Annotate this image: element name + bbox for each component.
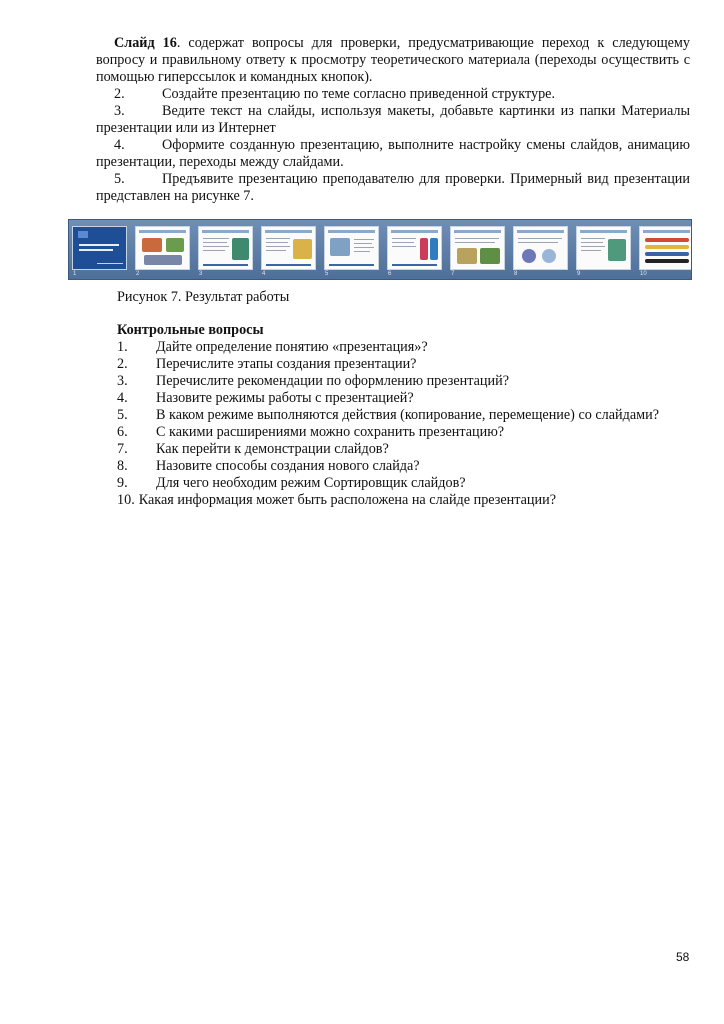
list-item [117, 424, 707, 441]
question-text: С какими расширениями можно сохранить презентацию? [156, 424, 505, 440]
question-number: 10. [117, 492, 135, 508]
step-number: 4. [114, 137, 125, 153]
slide-number: 3 [199, 271, 203, 277]
question-text: В каком режиме выполняются действия (копирование, перемещение) со слайдами? [156, 407, 660, 423]
slide-number: 8 [514, 271, 518, 277]
slide-label: Слайд 16 [114, 35, 177, 51]
slide-number: 9 [577, 271, 581, 277]
page-number: 58 [676, 950, 690, 964]
slide-thumbnail [261, 226, 316, 270]
slide-thumbnail [324, 226, 379, 270]
step-number: 2. [114, 86, 125, 102]
list-item [117, 356, 707, 373]
step-text: Ведите текст на слайды, используя макеты, добавьте картинки из папки Материалы презентации или из Интернет [96, 103, 690, 136]
questions-heading: Контрольные вопросы [117, 322, 264, 338]
slide-thumbnail [198, 226, 253, 270]
question-text: Дайте определение понятию «презентация»? [156, 339, 428, 355]
question-text: Перечислите этапы создания презентации? [156, 356, 417, 372]
list-item [117, 458, 707, 475]
step-paragraph [96, 86, 690, 103]
slide-number: 7 [451, 271, 455, 277]
list-item [117, 373, 707, 390]
slide-number: 10 [640, 271, 647, 277]
list-item [117, 390, 707, 407]
slide-thumbnail [387, 226, 442, 270]
question-number: 9. [117, 475, 128, 491]
list-item [117, 475, 707, 492]
figure-caption: Рисунок 7. Результат работы [117, 289, 290, 305]
step-number: 5. [114, 171, 125, 187]
questions-list [117, 339, 707, 509]
question-text: Перечислите рекомендации по оформлению презентаций? [156, 373, 509, 389]
slide-thumbnail [513, 226, 568, 270]
step-paragraph [96, 171, 690, 205]
slide-number: 6 [388, 271, 392, 277]
step-text: Предъявите презентацию преподавателю для проверки. Примерный вид презентации представлен на рисунке 7. [96, 171, 690, 204]
slide-thumbnails-figure [68, 219, 692, 280]
question-number: 7. [117, 441, 128, 457]
step-number: 3. [114, 103, 125, 119]
question-text: Для чего необходим режим Сортировщик слайдов? [156, 475, 466, 491]
slide-thumbnail [450, 226, 505, 270]
question-number: 2. [117, 356, 128, 372]
step-paragraph [96, 103, 690, 137]
question-number: 3. [117, 373, 128, 389]
step-text: Оформите созданную презентацию, выполните настройку смены слайдов, анимацию презентации, переходы между слайдами. [96, 137, 690, 170]
slide-thumbnail [576, 226, 631, 270]
slide-thumbnail [639, 226, 692, 270]
logo-icon [78, 231, 88, 238]
question-text: Назовите режимы работы с презентацией? [156, 390, 414, 406]
list-item [117, 441, 707, 458]
step-text: Создайте презентацию по теме согласно приведенной структуре. [162, 86, 556, 102]
list-item [117, 339, 707, 356]
question-number: 6. [117, 424, 128, 440]
slide-number: 1 [73, 271, 77, 277]
slide-thumbnail [135, 226, 190, 270]
question-number: 1. [117, 339, 128, 355]
question-number: 8. [117, 458, 128, 474]
list-item [117, 407, 707, 424]
slide-number: 2 [136, 271, 140, 277]
question-text: Как перейти к демонстрации слайдов? [156, 441, 389, 457]
slide-number: 5 [325, 271, 329, 277]
list-item [117, 492, 707, 509]
question-text: Назовите способы создания нового слайда? [156, 458, 420, 474]
slide-number: 4 [262, 271, 266, 277]
slide-description: . содержат вопросы для проверки, предусматривающие переход к следующему вопросу и правильному ответу к просмотру теоретического материала (переходы осуществить с помощью гиперссылок и командных кнопок). [96, 35, 690, 85]
question-text: Какая информация может быть расположена на слайде презентации? [138, 492, 557, 508]
question-number: 4. [117, 390, 128, 406]
slide-thumbnail [72, 226, 127, 270]
intro-paragraph [96, 35, 690, 86]
step-paragraph [96, 137, 690, 171]
question-number: 5. [117, 407, 128, 423]
